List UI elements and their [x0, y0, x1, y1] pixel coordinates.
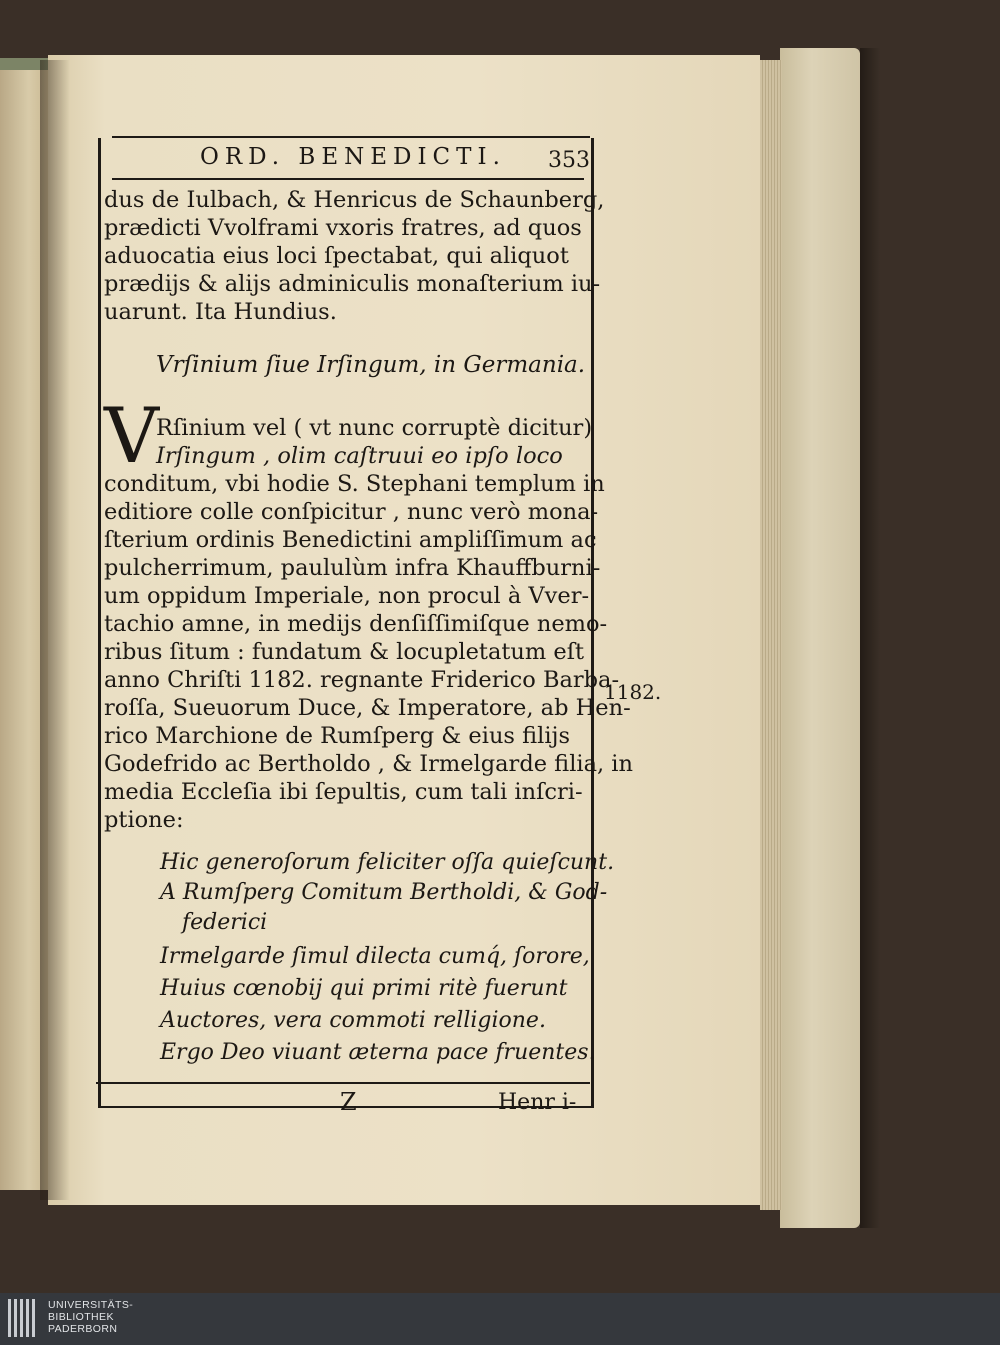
body-line: uarunt. Ita Hundius. — [104, 299, 337, 325]
margin-note-year: 1182. — [604, 680, 662, 704]
body-line: Rſinium vel ( vt nunc corruptè dicitur) — [156, 415, 593, 441]
bottom-rule — [96, 1082, 590, 1084]
library-logo-icon — [8, 1299, 38, 1337]
body-line: Godefrido ac Bertholdo , & Irmelgarde filia, in — [104, 751, 633, 777]
library-footer — [0, 1293, 1000, 1345]
section-title: Vrſinium ſiue Irſingum, in Germania. — [156, 352, 586, 378]
top-rule — [112, 136, 590, 138]
body-line: dus de Iulbach, & Henricus de Schaunberg, — [104, 187, 605, 213]
catchword: Henr i- — [498, 1090, 577, 1115]
body-line: Irſingum , olim caſtruui eo ipſo loco — [156, 443, 563, 469]
body-line: editiore colle conſpicitur , nunc verò mona- — [104, 499, 599, 525]
running-head: ORD. BENEDICTI. — [200, 144, 506, 170]
signature-mark: Z — [340, 1088, 357, 1116]
body-line: anno Chriſti 1182. regnante Friderico Barba- — [104, 667, 620, 693]
verse-line: A Rumſperg Comitum Bertholdi, & God- — [160, 880, 608, 905]
verse-line: Auctores, vera commoti relligione. — [160, 1008, 546, 1033]
logo-line: BIBLIOTHEK — [48, 1311, 114, 1323]
verse-line: Ergo Deo viuant æterna pace fruentes. — [160, 1040, 596, 1065]
logo-line: PADERBORN — [48, 1323, 118, 1335]
body-line: um oppidum Imperiale, non procul à Vver- — [104, 583, 590, 609]
body-line: ribus ſitum : fundatum & locupletatum eſt — [104, 639, 585, 665]
body-line: prædicti Vvolframi vxoris fratres, ad quos — [104, 215, 582, 241]
body-line: media Eccleſia ibi ſepultis, cum tali inſcri- — [104, 779, 583, 805]
body-line: aduocatia eius loci ſpectabat, qui aliquot — [104, 243, 569, 269]
header-rule — [112, 178, 584, 180]
drop-cap: V — [104, 391, 159, 480]
body-line: ſterium ordinis Benedictini ampliſſimum ac — [104, 527, 597, 553]
page-number: 353 — [548, 148, 590, 173]
page-fore-edge — [760, 60, 782, 1210]
verse-line: Huius cœnobij qui primi ritè fuerunt — [160, 976, 568, 1001]
body-line: prædijs & alijs adminiculis monaſterium iu- — [104, 271, 601, 297]
body-line: pulcherrimum, paululùm infra Khauffburni- — [104, 555, 601, 581]
body-line: ptione: — [104, 807, 184, 833]
verse-line: Hic generoſorum feliciter oſſa quieſcunt. — [160, 850, 615, 875]
body-line: conditum, vbi hodie S. Stephani templum in — [104, 471, 605, 497]
body-line: rico Marchione de Rumſperg & eius filijs — [104, 723, 571, 749]
verse-line: federici — [182, 910, 268, 935]
library-logo-text — [48, 1299, 133, 1335]
body-line: tachio amne, in medijs denſiſſimiſque nemo- — [104, 611, 608, 637]
gutter-shadow — [40, 60, 70, 1200]
logo-line: UNIVERSITÄTS- — [48, 1299, 134, 1311]
cover-shadow — [860, 48, 880, 1228]
book-cover-edge — [780, 48, 860, 1228]
verse-line: Irmelgarde ſimul dilecta cumq́, ſorore, — [160, 944, 590, 969]
body-line: roſſa, Sueuorum Duce, & Imperatore, ab Hen- — [104, 695, 631, 721]
